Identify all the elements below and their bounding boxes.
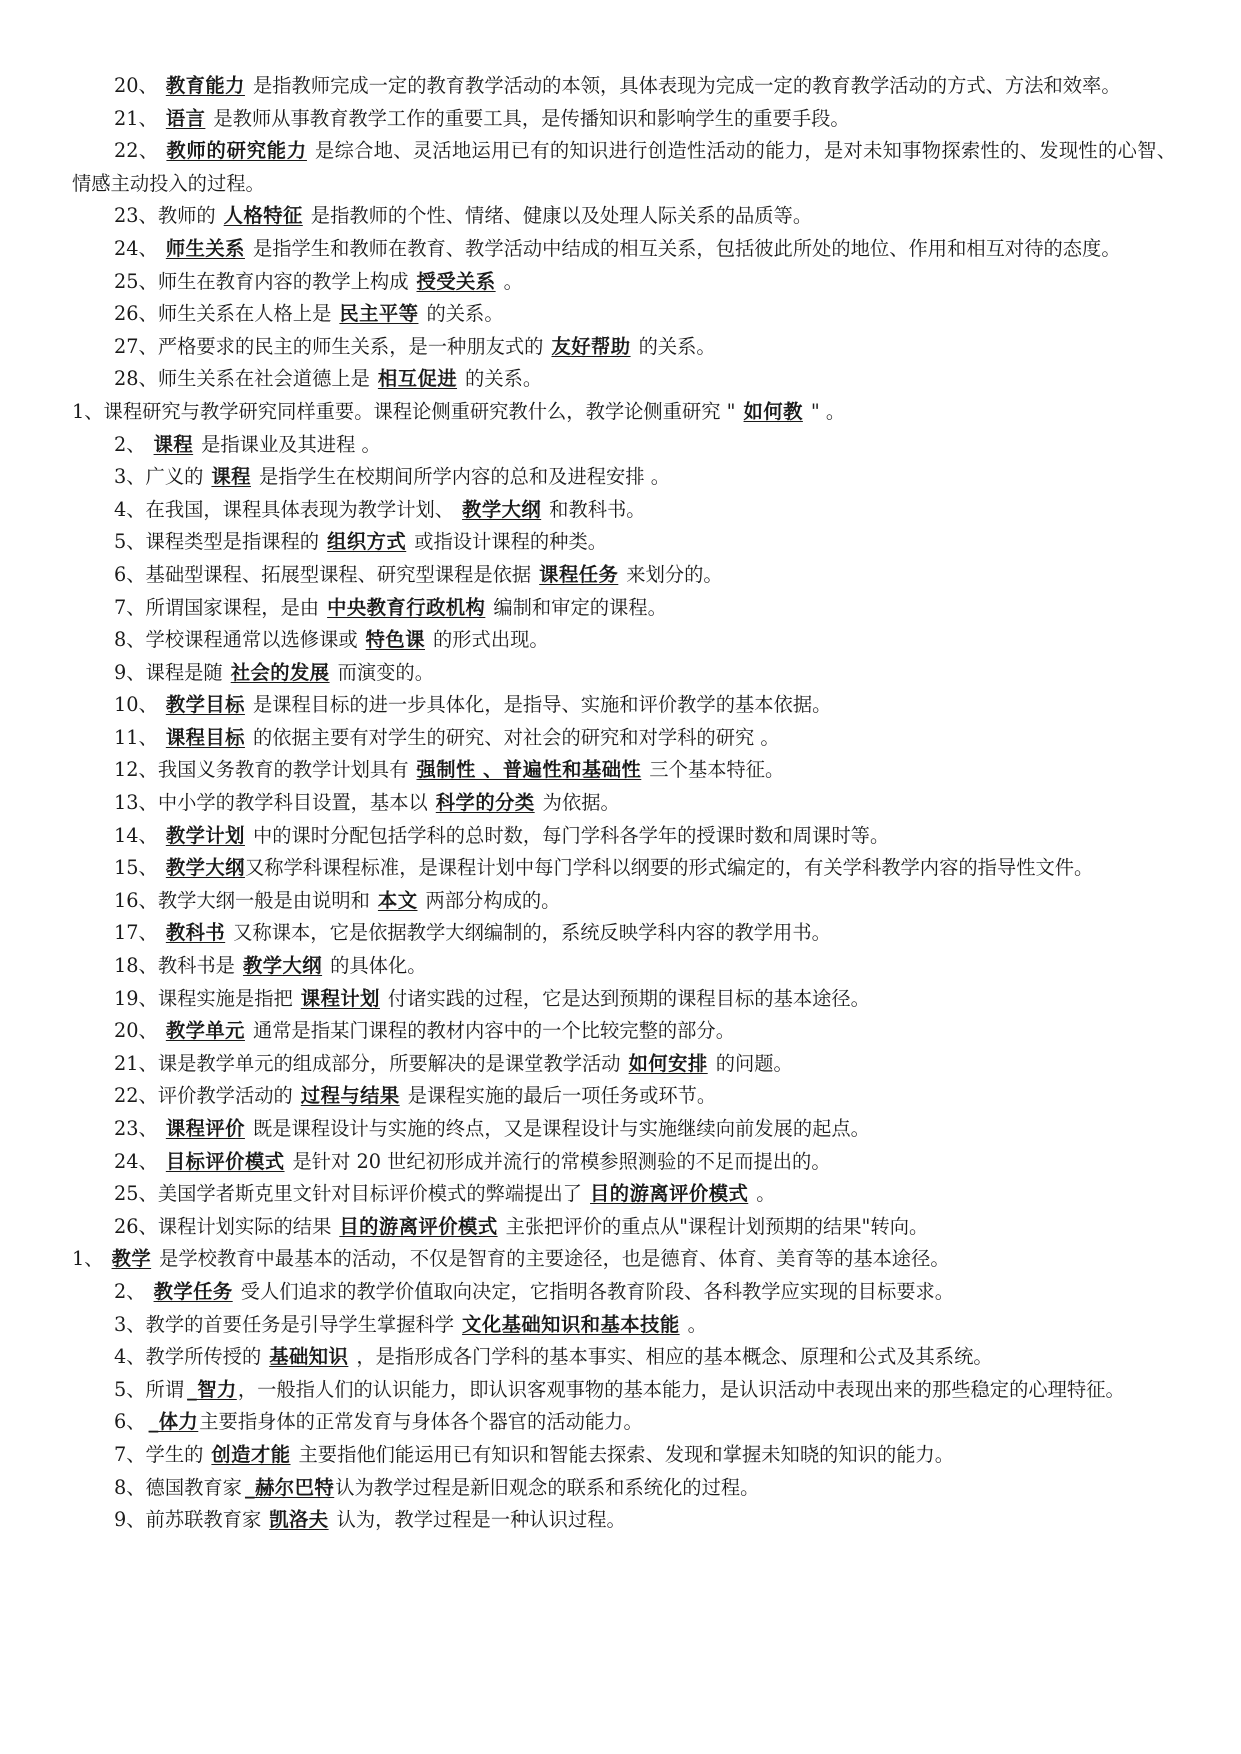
question-text: 的问题。: [715, 1051, 793, 1075]
question-item: [72, 1243, 1176, 1276]
answer-blank: 凯洛夫: [269, 1508, 329, 1532]
question-text: 。: [687, 1312, 707, 1336]
question-item: [72, 1374, 1176, 1407]
question-text: 2、: [114, 1279, 146, 1303]
question-text: 认为教学过程是新旧观念的联系和系统化的过程。: [335, 1475, 760, 1499]
question-text: 20、: [114, 1019, 158, 1043]
question-item: [72, 298, 1176, 331]
question-text: 的具体化。: [330, 954, 427, 978]
question-text: 三个基本特征。: [649, 758, 785, 782]
question-item: [72, 200, 1176, 233]
question-text: 而演变的。: [337, 660, 434, 684]
question-text: 13、中小学的教学科目设置，基本以: [114, 791, 428, 815]
question-text: 28、师生关系在社会道德上是: [114, 367, 370, 391]
question-item: [72, 1178, 1176, 1211]
answer-blank: 基础知识: [269, 1345, 349, 1369]
question-text: 。: [756, 1182, 776, 1206]
answer-blank: 教学大纲: [242, 954, 323, 978]
answer-blank: 目的游离评价模式: [590, 1182, 749, 1206]
question-text: 15、: [114, 856, 158, 880]
question-item: [72, 103, 1176, 136]
question-text: " 。: [810, 399, 846, 423]
question-text: 25、美国学者斯克里文针对目标评价模式的弊端提出了: [114, 1182, 583, 1206]
question-text: 又称课本，它是依据教学大纲编制的，系统反映学科内容的教学用书。: [233, 921, 831, 945]
question-text: 两部分构成的。: [425, 888, 561, 912]
question-text: 21、课是教学单元的组成部分，所要解决的是课堂教学活动: [114, 1051, 621, 1075]
question-text: 7、学生的: [114, 1442, 204, 1466]
answer-blank: 教育能力: [165, 74, 245, 97]
question-text: 4、在我国，课程具体表现为教学计划、: [114, 497, 455, 521]
question-text: 17、: [114, 921, 158, 945]
question-item: [72, 461, 1176, 494]
answer-blank: 本文: [377, 888, 418, 912]
question-text: 6、: [114, 1410, 146, 1434]
answer-blank: 过程与结果: [300, 1084, 400, 1108]
document-page: [72, 70, 1176, 1537]
question-text: 22、评价教学活动的: [114, 1084, 293, 1108]
question-text: 受人们追求的教学价值取向决定，它指明各教育阶段、各科教学应实现的目标要求。: [240, 1279, 955, 1303]
question-text: 是课程实施的最后一项任务或环节。: [407, 1084, 717, 1108]
question-item: [72, 592, 1176, 625]
question-text: 25、师生在教育内容的教学上构成: [114, 269, 409, 293]
question-text: 来划分的。: [626, 562, 723, 586]
question-text: 的依据主要有对学生的研究、对社会的研究和对学科的研究 。: [252, 725, 780, 749]
question-item: [72, 983, 1176, 1016]
question-text: 1、: [72, 1247, 104, 1271]
question-item: [72, 624, 1176, 657]
answer-blank: 课程计划: [300, 986, 380, 1010]
question-text: 通常是指某门课程的教材内容中的一个比较完整的部分。: [252, 1019, 735, 1043]
answer-blank: 教学单元: [165, 1019, 245, 1043]
question-text: 4、教学所传授的: [114, 1345, 262, 1369]
question-item: [72, 1472, 1176, 1505]
question-item: [72, 1146, 1176, 1179]
question-item: [72, 820, 1176, 853]
question-text: 20、: [114, 74, 158, 97]
question-text: 既是课程设计与实施的终点，又是课程设计与实施继续向前发展的起点。: [252, 1117, 870, 1140]
question-text: 10、: [114, 693, 158, 717]
question-text: 是指教师的个性、情绪、健康以及处理人际关系的品质等。: [310, 204, 813, 228]
answer-blank: 课程: [153, 432, 194, 456]
question-text: 的关系。: [638, 334, 716, 358]
question-item: [72, 1341, 1176, 1374]
question-text: 19、课程实施是指把: [114, 986, 293, 1010]
question-item: [72, 1211, 1176, 1244]
question-text: 27、严格要求的民主的师生关系，是一种朋友式的: [114, 334, 544, 358]
question-text: 5、所谓: [114, 1377, 185, 1401]
question-item: [72, 885, 1176, 918]
question-text: 主要指身体的正常发育与身体各个器官的活动能力。: [199, 1410, 643, 1434]
question-text: 24、: [114, 1149, 158, 1173]
question-item: [72, 917, 1176, 950]
question-text: 23、: [114, 1117, 158, 1140]
answer-blank: 师生关系: [165, 236, 245, 260]
answer-blank: 教学计划: [165, 823, 245, 847]
answer-blank: 强制性 、普遍性和基础性: [416, 758, 642, 782]
question-text: ，是指形成各门学科的基本事实、相应的基本概念、原理和公式及其系统。: [356, 1345, 993, 1369]
answer-blank: 目的游离评价模式: [339, 1214, 498, 1238]
question-text: 11、: [114, 725, 158, 749]
question-item: [72, 1015, 1176, 1048]
question-text: 8、学校课程通常以选修课或: [114, 628, 358, 652]
question-text: 中的课时分配包括学科的总时数，每门学科各学年的授课时数和周课时等。: [252, 823, 890, 847]
question-text: 24、: [114, 236, 158, 260]
answer-blank: 教学目标: [165, 693, 245, 717]
question-text: 是教师从事教育教学工作的重要工具，是传播知识和影响学生的重要手段。: [213, 106, 850, 130]
question-text: 的形式出现。: [433, 628, 549, 652]
question-text: 。: [503, 269, 523, 293]
question-text: 3、教学的首要任务是引导学生掌握科学: [114, 1312, 455, 1336]
question-text: 付诸实践的过程，它是达到预期的课程目标的基本途径。: [387, 986, 870, 1010]
answer-blank: 课程目标: [165, 725, 245, 749]
question-text: 18、教科书是: [114, 954, 235, 978]
question-text: 的关系。: [426, 302, 504, 326]
answer-blank: 人格特征: [223, 204, 303, 228]
answer-blank: _体力: [148, 1410, 199, 1434]
answer-blank: 教师的研究能力: [166, 139, 307, 163]
answer-blank: 如何教: [743, 399, 803, 423]
question-item: [72, 526, 1176, 559]
answer-blank: 课程评价: [165, 1117, 245, 1140]
question-text: 是学校教育中最基本的活动，不仅是智育的主要途径，也是德育、体育、美育等的基本途径。: [159, 1247, 950, 1271]
answer-blank: 友好帮助: [551, 334, 631, 358]
question-item: [72, 852, 1176, 885]
question-text: 为依据。: [542, 791, 620, 815]
answer-blank: 组织方式: [327, 530, 407, 554]
question-text: 9、课程是随: [114, 660, 223, 684]
question-text: 主张把评价的重点从"课程计划预期的结果"转向。: [505, 1214, 929, 1238]
question-text: 或指设计课程的种类。: [414, 530, 608, 554]
answer-blank: 民主平等: [339, 302, 419, 326]
question-text: 认为，教学过程是一种认识过程。: [336, 1508, 626, 1532]
question-text: 是综合地、灵活地运用已有的知识进行创造性活动的能力，是对未知事物探索性的、发现性的心智、情感主动投入的过程。: [72, 139, 1176, 195]
question-text: 21、: [114, 106, 158, 130]
question-text: 6、基础型课程、拓展型课程、研究型课程是依据: [114, 562, 532, 586]
question-text: 22、: [114, 139, 159, 163]
answer-blank: 相互促进: [377, 367, 458, 391]
answer-blank: 课程: [211, 465, 251, 489]
question-text: 7、所谓国家课程，是由: [114, 595, 320, 619]
question-item: [72, 1439, 1176, 1472]
question-text: 是指教师完成一定的教育教学活动的本领，具体表现为完成一定的教育教学活动的方式、方法和效率。: [252, 74, 1121, 97]
question-item: [72, 754, 1176, 787]
question-text: 和教科书。: [549, 497, 646, 521]
question-item: [72, 559, 1176, 592]
question-text: 2、: [114, 432, 146, 456]
answer-blank: 目标评价模式: [165, 1149, 285, 1173]
question-text: 的关系。: [465, 367, 543, 391]
question-item: [72, 70, 1176, 103]
question-text: 16、教学大纲一般是由说明和: [114, 888, 370, 912]
answer-blank: 科学的分类: [435, 791, 535, 815]
question-text: 26、师生关系在人格上是: [114, 302, 332, 326]
answer-blank: 教科书: [165, 921, 226, 945]
question-text: 是指学生在校期间所学内容的总和及进程安排 。: [258, 465, 671, 489]
question-text: 又称学科课程标准，是课程计划中每门学科以纲要的形式编定的，有关学科教学内容的指导性文件。: [244, 856, 1094, 880]
question-item: [72, 331, 1176, 364]
question-item: [72, 1080, 1176, 1113]
question-item: [72, 1113, 1176, 1146]
question-item: [72, 1504, 1176, 1537]
answer-blank: 语言: [165, 106, 206, 130]
question-text: 是指学生和教师在教育、教学活动中结成的相互关系，包括彼此所处的地位、作用和相互对待的态度。: [252, 236, 1121, 260]
answer-blank: 教学: [111, 1247, 152, 1271]
question-text: 5、课程类型是指课程的: [114, 530, 320, 554]
question-text: 12、我国义务教育的教学计划具有: [114, 758, 409, 782]
question-item: [72, 689, 1176, 722]
question-item: [72, 1048, 1176, 1081]
question-item: [72, 1309, 1176, 1342]
answer-blank: 社会的发展: [230, 660, 330, 684]
question-item: [72, 135, 1176, 200]
question-item: [72, 1406, 1176, 1439]
question-text: 是课程目标的进一步具体化，是指导、实施和评价教学的基本依据。: [252, 693, 832, 717]
answer-blank: _赫尔巴特: [244, 1475, 335, 1499]
question-item: [72, 494, 1176, 527]
question-item: [72, 787, 1176, 820]
answer-blank: 授受关系: [416, 269, 496, 293]
question-text: 14、: [114, 823, 158, 847]
question-item: [72, 950, 1176, 983]
answer-blank: 教学大纲: [462, 497, 542, 521]
question-text: 主要指他们能运用已有知识和智能去探索、发现和掌握未知晓的知识的能力。: [298, 1442, 955, 1466]
question-text: 是指课业及其进程 。: [201, 432, 381, 456]
answer-blank: 课程任务: [539, 562, 619, 586]
question-text: 23、教师的: [114, 204, 216, 228]
question-text: 26、课程计划实际的结果: [114, 1214, 332, 1238]
answer-blank: 如何安排: [628, 1051, 708, 1075]
answer-blank: 文化基础知识和基本技能: [462, 1312, 680, 1336]
question-item: [72, 1276, 1176, 1309]
question-text: 是针对 20 世纪初形成并流行的常模参照测验的不足而提出的。: [292, 1149, 831, 1173]
question-text: 3、广义的: [114, 465, 204, 489]
question-item: [72, 722, 1176, 755]
question-item: [72, 429, 1176, 462]
question-item: [72, 657, 1176, 690]
answer-blank: 教学任务: [153, 1279, 233, 1303]
question-item: [72, 363, 1176, 396]
question-item: [72, 233, 1176, 266]
question-text: ，一般指人们的认识能力，即认识客观事物的基本能力，是认识活动中表现出来的那些稳定的心理特征。: [237, 1377, 1125, 1401]
answer-blank: _智力: [187, 1377, 237, 1401]
question-item: [72, 266, 1176, 299]
question-text: 编制和审定的课程。: [493, 595, 667, 619]
answer-blank: 创造才能: [211, 1442, 291, 1466]
question-text: 1、课程研究与教学研究同样重要。课程论侧重研究教什么，教学论侧重研究 ": [72, 399, 736, 423]
question-text: 9、前苏联教育家: [114, 1508, 262, 1532]
question-item: [72, 396, 1176, 429]
answer-blank: 特色课: [365, 628, 425, 652]
answer-blank: 中央教育行政机构: [327, 595, 486, 619]
answer-blank: 教学大纲: [165, 856, 245, 880]
question-text: 8、德国教育家: [114, 1475, 242, 1499]
